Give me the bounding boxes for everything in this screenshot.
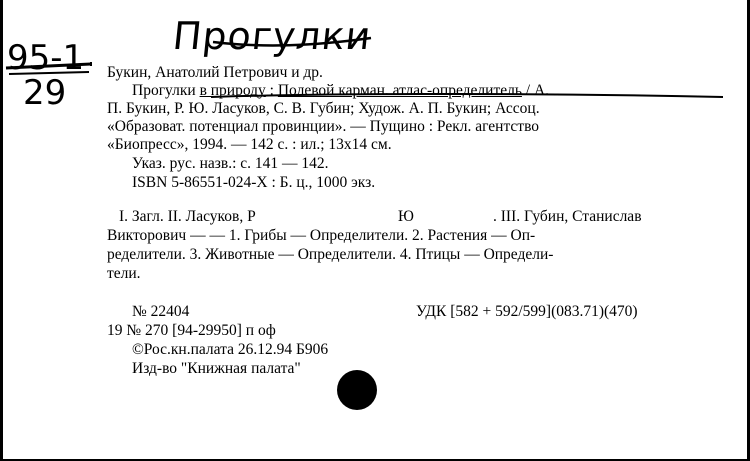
- title-line-3: «Образоват. потенциал провинции». — Пущино : Рекл. агентство: [107, 118, 540, 135]
- shelf-mark-bottom: 29: [23, 73, 67, 113]
- title-responsibility: / А.: [521, 82, 550, 99]
- index-note: Указ. рус. назв.: с. 141 — 142.: [132, 155, 329, 172]
- title-underlined-1: в природу: [199, 82, 266, 99]
- hole-punch: [337, 370, 377, 410]
- title-underlined-2: Полевой карман. атлас-определитель: [277, 82, 522, 99]
- copyright-line: ©Рос.кн.палата 26.12.94 Б906: [132, 341, 329, 358]
- registration-number: 19 № 270 [94-29950] п оф: [107, 322, 276, 339]
- tracing-line-3: ределители. 3. Животные — Определители. 4. Птицы — Определи-: [107, 246, 554, 263]
- tracing-line-4: тели.: [107, 265, 141, 282]
- title-separator: :: [265, 82, 278, 99]
- tracing-line-1a: I. Загл. II. Ласуков, Р: [119, 208, 256, 225]
- author-line: Букин, Анатолий Петрович и др.: [107, 64, 323, 81]
- title-line-4: «Биопресс», 1994. — 142 с. : ил.; 13x14 см.: [107, 136, 392, 153]
- publisher-line: Изд-во "Книжная палата": [132, 360, 301, 377]
- tracing-line-2: Викторович — — 1. Грибы — Определители. 2. Растения — Оп-: [107, 227, 536, 244]
- isbn-line: ISBN 5-86551-024-X : Б. ц., 1000 экз.: [132, 174, 376, 191]
- tracing-line-1c: . III. Губин, Станислав: [493, 208, 642, 225]
- handwritten-title: Прогулки: [170, 14, 374, 58]
- title-word: Прогулки: [132, 82, 200, 99]
- title-line-2: П. Букин, Р. Ю. Ласуков, С. В. Губин; Худож. А. П. Букин; Ассоц.: [107, 100, 540, 117]
- udk-classification: УДК [582 + 592/599](083.71)(470): [416, 303, 638, 320]
- card-number: № 22404: [132, 303, 190, 320]
- title-line-1: [132, 82, 549, 100]
- shelf-mark-top: 95-1: [7, 38, 85, 78]
- tracing-line-1b: Ю: [398, 208, 414, 225]
